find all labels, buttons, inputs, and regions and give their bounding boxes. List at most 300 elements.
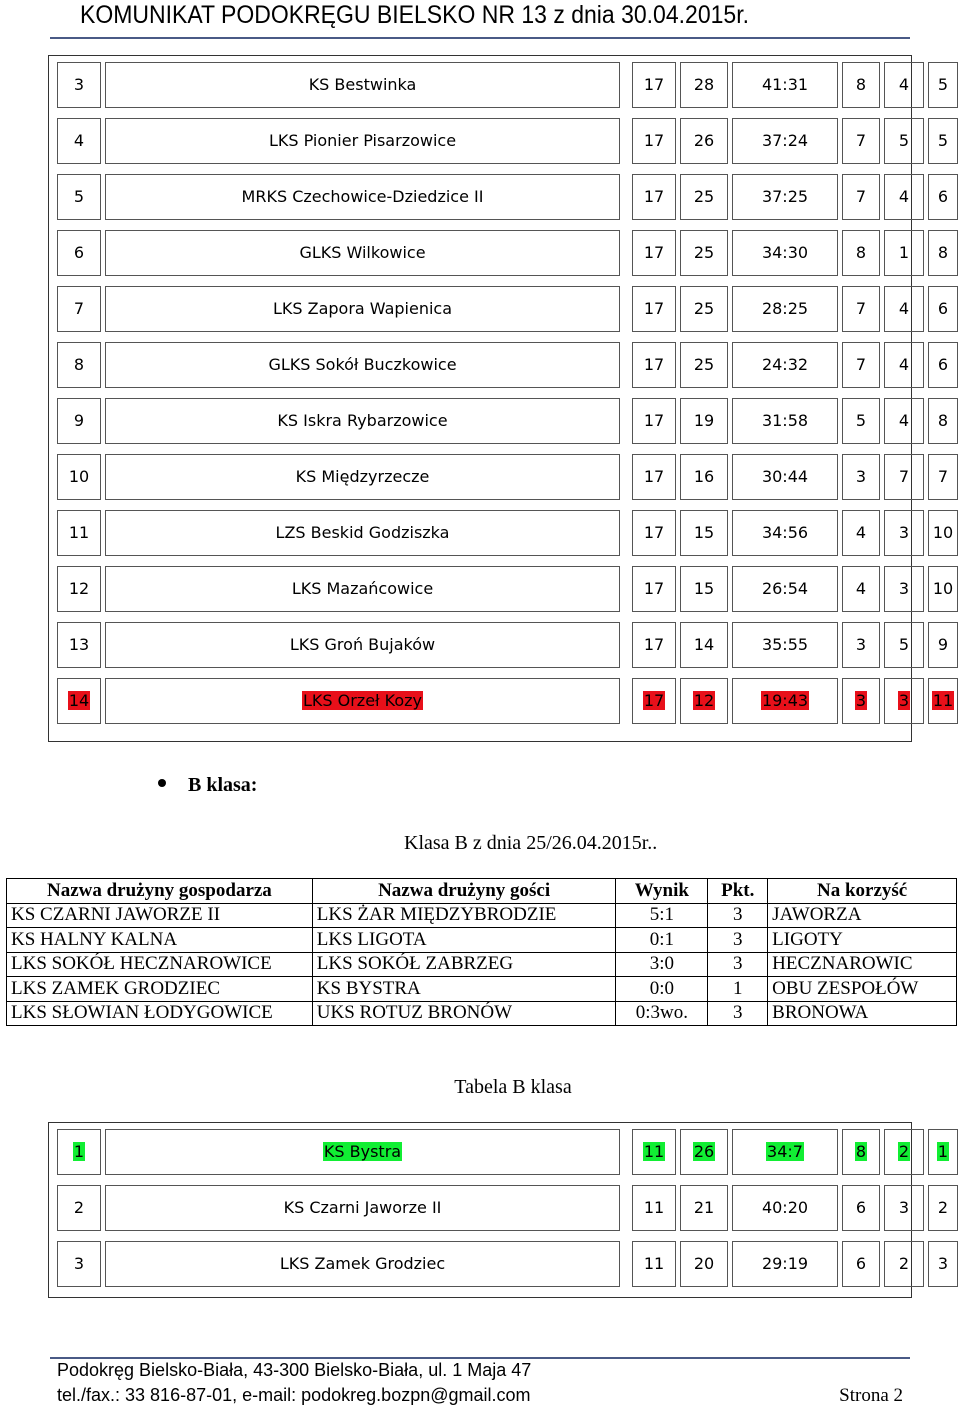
goals-cell-text: 35:55 (761, 635, 809, 654)
points-cell: 3 (708, 952, 768, 977)
points-cell: 3 (708, 1001, 768, 1026)
draws-cell-text: 1 (898, 243, 910, 262)
draws-cell-text: 4 (898, 411, 910, 430)
team-name-cell (105, 398, 620, 444)
team-name-cell (105, 678, 620, 724)
goals-cell (732, 622, 838, 668)
losses-cell-text: 10 (932, 579, 954, 598)
standings-row (49, 112, 949, 168)
position-cell-text: 14 (68, 691, 90, 710)
team-name-cell-text: LKS Pionier Pisarzowice (268, 131, 457, 150)
team-name-cell-text: KS Czarni Jaworze II (283, 1198, 442, 1217)
losses-cell-text: 1 (937, 1142, 949, 1161)
points-cell: 3 (708, 903, 768, 928)
results-column-header: Nazwa drużyny gospodarza (7, 879, 313, 904)
matches-cell-text: 11 (643, 1142, 665, 1161)
team-name-cell-text: LKS Orzeł Kozy (302, 691, 423, 710)
in-favor-cell: OBU ZESPOŁÓW (768, 977, 957, 1002)
wins-cell (842, 174, 880, 220)
position-cell (57, 230, 101, 276)
draws-cell (884, 622, 924, 668)
matches-cell (632, 566, 676, 612)
losses-cell (928, 510, 958, 556)
draws-cell (884, 118, 924, 164)
losses-cell (928, 566, 958, 612)
wins-cell-text: 7 (855, 355, 867, 374)
position-cell (57, 1241, 101, 1287)
away-team-cell: LKS LIGOTA (312, 928, 616, 953)
in-favor-cell: HECZNAROWIC (768, 952, 957, 977)
footer-contact: tel./fax.: 33 816-87-01, e-mail: podokreg.bozpn@gmail.com (57, 1385, 531, 1405)
position-cell-text: 6 (73, 243, 85, 262)
points-cell-text: 25 (693, 243, 715, 262)
points-cell-text: 14 (693, 635, 715, 654)
matches-cell (632, 1129, 676, 1175)
points-cell-text: 25 (693, 299, 715, 318)
wins-cell-text: 3 (855, 467, 867, 486)
draws-cell (884, 566, 924, 612)
matches-cell (632, 118, 676, 164)
matches-cell (632, 454, 676, 500)
draws-cell-text: 4 (898, 355, 910, 374)
position-cell-text: 13 (68, 635, 90, 654)
result-row (7, 1001, 957, 1026)
wins-cell (842, 454, 880, 500)
points-cell-text: 15 (693, 523, 715, 542)
wins-cell (842, 678, 880, 724)
goals-cell (732, 1241, 838, 1287)
home-team-cell: LKS SOKÓŁ HECZNAROWICE (7, 952, 313, 977)
matches-cell (632, 230, 676, 276)
results-column-header: Pkt. (708, 879, 768, 904)
wins-cell-text: 6 (855, 1198, 867, 1217)
matches-cell (632, 342, 676, 388)
result-row (7, 928, 957, 953)
matches-cell-text: 17 (643, 691, 665, 710)
away-team-cell: UKS ROTUZ BRONÓW (312, 1001, 616, 1026)
bullet-icon (158, 779, 166, 787)
standings-row (49, 1179, 949, 1235)
wins-cell-text: 3 (855, 635, 867, 654)
result-row (7, 903, 957, 928)
results-header-row (7, 879, 957, 904)
in-favor-cell: JAWORZA (768, 903, 957, 928)
team-name-cell-text: GLKS Sokół Buczkowice (268, 355, 457, 374)
matches-cell-text: 17 (643, 411, 665, 430)
points-cell-text: 26 (693, 1142, 715, 1161)
wins-cell (842, 566, 880, 612)
wins-cell-text: 4 (855, 523, 867, 542)
position-cell (57, 678, 101, 724)
matches-cell-text: 17 (643, 355, 665, 374)
goals-cell (732, 510, 838, 556)
matches-cell-text: 11 (643, 1254, 665, 1273)
goals-cell-text: 34:56 (761, 523, 809, 542)
goals-cell-text: 28:25 (761, 299, 809, 318)
goals-cell-text: 41:31 (761, 75, 809, 94)
position-cell-text: 5 (73, 187, 85, 206)
team-name-cell (105, 286, 620, 332)
losses-cell (928, 1185, 958, 1231)
results-column-header: Nazwa drużyny gości (312, 879, 616, 904)
points-cell (680, 342, 728, 388)
results-column-header: Wynik (616, 879, 708, 904)
matches-cell (632, 678, 676, 724)
goals-cell (732, 230, 838, 276)
points-cell (680, 1241, 728, 1287)
losses-cell-text: 6 (937, 355, 949, 374)
wins-cell-text: 4 (855, 579, 867, 598)
team-name-cell-text: KS Iskra Rybarzowice (277, 411, 448, 430)
position-cell (57, 622, 101, 668)
points-cell (680, 398, 728, 444)
position-cell (57, 566, 101, 612)
standings-row (49, 336, 949, 392)
losses-cell-text: 7 (937, 467, 949, 486)
points-cell-text: 25 (693, 355, 715, 374)
points-cell-text: 28 (693, 75, 715, 94)
wins-cell (842, 1241, 880, 1287)
team-name-cell-text: LKS Groń Bujaków (289, 635, 436, 654)
points-cell-text: 15 (693, 579, 715, 598)
team-name-cell-text: KS Międzyrzecze (295, 467, 430, 486)
draws-cell (884, 1241, 924, 1287)
goals-cell (732, 566, 838, 612)
goals-cell-text: 37:25 (761, 187, 809, 206)
standings-row (49, 672, 954, 728)
points-cell: 1 (708, 977, 768, 1002)
goals-cell-text: 26:54 (761, 579, 809, 598)
standings-row (49, 560, 954, 616)
goals-cell-text: 19:43 (761, 691, 809, 710)
goals-cell (732, 398, 838, 444)
wins-cell (842, 286, 880, 332)
position-cell-text: 1 (73, 1142, 85, 1161)
goals-cell-text: 30:44 (761, 467, 809, 486)
in-favor-cell: BRONOWA (768, 1001, 957, 1026)
team-name-cell (105, 454, 620, 500)
wins-cell (842, 342, 880, 388)
losses-cell (928, 118, 958, 164)
score-cell: 0:3wo. (616, 1001, 708, 1026)
home-team-cell: KS HALNY KALNA (7, 928, 313, 953)
draws-cell (884, 678, 924, 724)
draws-cell (884, 230, 924, 276)
goals-cell (732, 174, 838, 220)
league-table-b-klasa (48, 1122, 949, 1298)
points-cell (680, 566, 728, 612)
position-cell (57, 398, 101, 444)
standings-row (49, 168, 949, 224)
goals-cell (732, 118, 838, 164)
goals-cell (732, 62, 838, 108)
matches-cell-text: 17 (643, 75, 665, 94)
losses-cell (928, 1241, 958, 1287)
points-cell-text: 19 (693, 411, 715, 430)
points-cell (680, 454, 728, 500)
score-cell: 0:0 (616, 977, 708, 1002)
position-cell-text: 4 (73, 131, 85, 150)
team-name-cell (105, 62, 620, 108)
wins-cell-text: 5 (855, 411, 867, 430)
losses-cell-text: 6 (937, 299, 949, 318)
team-name-cell (105, 510, 620, 556)
footer-rule (50, 1357, 910, 1359)
wins-cell-text: 6 (855, 1254, 867, 1273)
wins-cell (842, 622, 880, 668)
losses-cell (928, 454, 958, 500)
wins-cell-text: 8 (855, 75, 867, 94)
draws-cell-text: 3 (898, 579, 910, 598)
goals-cell (732, 342, 838, 388)
away-team-cell: LKS SOKÓŁ ZABRZEG (312, 952, 616, 977)
points-cell-text: 21 (693, 1198, 715, 1217)
standings-row (49, 56, 949, 112)
points-cell-text: 12 (693, 691, 715, 710)
draws-cell (884, 62, 924, 108)
points-cell (680, 118, 728, 164)
goals-cell-text: 34:7 (767, 1142, 803, 1161)
draws-cell (884, 454, 924, 500)
draws-cell-text: 5 (898, 131, 910, 150)
position-cell-text: 11 (68, 523, 90, 542)
draws-cell (884, 286, 924, 332)
matches-cell-text: 11 (643, 1198, 665, 1217)
position-cell (57, 1129, 101, 1175)
matches-cell (632, 62, 676, 108)
team-name-cell (105, 118, 620, 164)
league-table-a-klasa (48, 55, 954, 742)
b-klasa-heading: B klasa: (158, 774, 257, 797)
goals-cell-text: 34:30 (761, 243, 809, 262)
goals-cell (732, 454, 838, 500)
points-cell (680, 678, 728, 724)
away-team-cell: KS BYSTRA (312, 977, 616, 1002)
team-name-cell (105, 1185, 620, 1231)
losses-cell (928, 1129, 958, 1175)
losses-cell (928, 398, 958, 444)
draws-cell (884, 342, 924, 388)
losses-cell (928, 678, 958, 724)
position-cell-text: 3 (73, 1254, 85, 1273)
wins-cell-text: 3 (855, 691, 867, 710)
draws-cell-text: 5 (898, 635, 910, 654)
position-cell-text: 7 (73, 299, 85, 318)
team-name-cell (105, 174, 620, 220)
standings-row (49, 224, 949, 280)
team-name-cell (105, 622, 620, 668)
tabela-b-klasa-caption: Tabela B klasa (454, 1076, 572, 1098)
footer-page-number: Strona 2 (839, 1385, 903, 1406)
team-name-cell-text: KS Bystra (323, 1142, 402, 1161)
position-cell-text: 10 (68, 467, 90, 486)
wins-cell-text: 7 (855, 187, 867, 206)
losses-cell-text: 11 (932, 691, 954, 710)
result-row (7, 977, 957, 1002)
goals-cell-text: 24:32 (761, 355, 809, 374)
wins-cell (842, 1129, 880, 1175)
draws-cell (884, 510, 924, 556)
losses-cell (928, 286, 958, 332)
footer-address: Podokręg Bielsko-Biała, 43-300 Bielsko-Biała, ul. 1 Maja 47 (57, 1360, 532, 1380)
wins-cell-text: 8 (855, 243, 867, 262)
results-caption: Klasa B z dnia 25/26.04.2015r.. (404, 832, 658, 854)
team-name-cell (105, 1241, 620, 1287)
position-cell (57, 62, 101, 108)
team-name-cell (105, 1129, 620, 1175)
losses-cell-text: 10 (932, 523, 954, 542)
matches-cell-text: 17 (643, 187, 665, 206)
team-name-cell (105, 342, 620, 388)
position-cell (57, 118, 101, 164)
position-cell-text: 9 (73, 411, 85, 430)
draws-cell-text: 4 (898, 75, 910, 94)
matches-cell-text: 17 (643, 299, 665, 318)
home-team-cell: LKS ZAMEK GRODZIEC (7, 977, 313, 1002)
matches-cell (632, 510, 676, 556)
points-cell (680, 1185, 728, 1231)
losses-cell-text: 3 (937, 1254, 949, 1273)
matches-cell (632, 398, 676, 444)
matches-cell-text: 17 (643, 579, 665, 598)
points-cell-text: 20 (693, 1254, 715, 1273)
losses-cell (928, 174, 958, 220)
standings-row (49, 504, 954, 560)
team-name-cell-text: KS Bestwinka (308, 75, 417, 94)
goals-cell (732, 1185, 838, 1231)
draws-cell-text: 2 (898, 1254, 910, 1273)
standings-row (49, 616, 949, 672)
wins-cell-text: 7 (855, 299, 867, 318)
losses-cell-text: 5 (937, 75, 949, 94)
score-cell: 3:0 (616, 952, 708, 977)
wins-cell-text: 7 (855, 131, 867, 150)
matches-cell (632, 1185, 676, 1231)
standings-row (49, 392, 949, 448)
losses-cell (928, 342, 958, 388)
position-cell (57, 286, 101, 332)
score-cell: 5:1 (616, 903, 708, 928)
draws-cell (884, 174, 924, 220)
losses-cell (928, 230, 958, 276)
losses-cell-text: 8 (937, 243, 949, 262)
points-cell (680, 510, 728, 556)
home-team-cell: KS CZARNI JAWORZE II (7, 903, 313, 928)
away-team-cell: LKS ŻAR MIĘDZYBRODZIE (312, 903, 616, 928)
team-name-cell-text: MRKS Czechowice-Dziedzice II (241, 187, 484, 206)
wins-cell (842, 230, 880, 276)
b-klasa-results-table (6, 878, 957, 1026)
position-cell (57, 454, 101, 500)
standings-row (49, 280, 949, 336)
team-name-cell-text: LKS Zamek Grodziec (279, 1254, 446, 1273)
position-cell (57, 1185, 101, 1231)
matches-cell-text: 17 (643, 523, 665, 542)
points-cell: 3 (708, 928, 768, 953)
matches-cell (632, 1241, 676, 1287)
matches-cell-text: 17 (643, 131, 665, 150)
draws-cell-text: 3 (898, 523, 910, 542)
draws-cell-text: 2 (898, 1142, 910, 1161)
position-cell-text: 8 (73, 355, 85, 374)
losses-cell-text: 5 (937, 131, 949, 150)
draws-cell-text: 4 (898, 299, 910, 318)
wins-cell-text: 8 (855, 1142, 867, 1161)
score-cell: 0:1 (616, 928, 708, 953)
position-cell (57, 342, 101, 388)
points-cell (680, 286, 728, 332)
matches-cell-text: 17 (643, 243, 665, 262)
position-cell-text: 3 (73, 75, 85, 94)
team-name-cell-text: GLKS Wilkowice (299, 243, 426, 262)
matches-cell (632, 286, 676, 332)
points-cell-text: 25 (693, 187, 715, 206)
draws-cell-text: 7 (898, 467, 910, 486)
goals-cell (732, 678, 838, 724)
team-name-cell-text: LZS Beskid Godziszka (275, 523, 450, 542)
draws-cell (884, 1129, 924, 1175)
position-cell-text: 12 (68, 579, 90, 598)
losses-cell (928, 622, 958, 668)
team-name-cell-text: LKS Mazańcowice (291, 579, 434, 598)
position-cell (57, 510, 101, 556)
page-header (80, 0, 940, 36)
in-favor-cell: LIGOTY (768, 928, 957, 953)
home-team-cell: LKS SŁOWIAN ŁODYGOWICE (7, 1001, 313, 1026)
header-rule (50, 37, 910, 39)
matches-cell (632, 622, 676, 668)
draws-cell (884, 1185, 924, 1231)
page-header-title: KOMUNIKAT PODOKRĘGU BIELSKO NR 13 z dnia 30.04.2015r. (80, 1, 749, 29)
points-cell-text: 16 (693, 467, 715, 486)
losses-cell-text: 2 (937, 1198, 949, 1217)
goals-cell (732, 286, 838, 332)
goals-cell (732, 1129, 838, 1175)
draws-cell (884, 398, 924, 444)
goals-cell-text: 40:20 (761, 1198, 809, 1217)
matches-cell-text: 17 (643, 635, 665, 654)
matches-cell (632, 174, 676, 220)
standings-row (49, 1235, 949, 1291)
losses-cell (928, 62, 958, 108)
wins-cell (842, 1185, 880, 1231)
team-name-cell-text: LKS Zapora Wapienica (272, 299, 453, 318)
wins-cell (842, 118, 880, 164)
draws-cell-text: 3 (898, 691, 910, 710)
losses-cell-text: 8 (937, 411, 949, 430)
goals-cell-text: 29:19 (761, 1254, 809, 1273)
points-cell (680, 230, 728, 276)
draws-cell-text: 4 (898, 187, 910, 206)
team-name-cell (105, 230, 620, 276)
points-cell (680, 62, 728, 108)
position-cell (57, 174, 101, 220)
points-cell-text: 26 (693, 131, 715, 150)
wins-cell (842, 510, 880, 556)
standings-row (49, 448, 949, 504)
position-cell-text: 2 (73, 1198, 85, 1217)
points-cell (680, 1129, 728, 1175)
wins-cell (842, 398, 880, 444)
losses-cell-text: 9 (937, 635, 949, 654)
points-cell (680, 622, 728, 668)
standings-row (49, 1123, 949, 1179)
wins-cell (842, 62, 880, 108)
goals-cell-text: 31:58 (761, 411, 809, 430)
points-cell (680, 174, 728, 220)
losses-cell-text: 6 (937, 187, 949, 206)
matches-cell-text: 17 (643, 467, 665, 486)
